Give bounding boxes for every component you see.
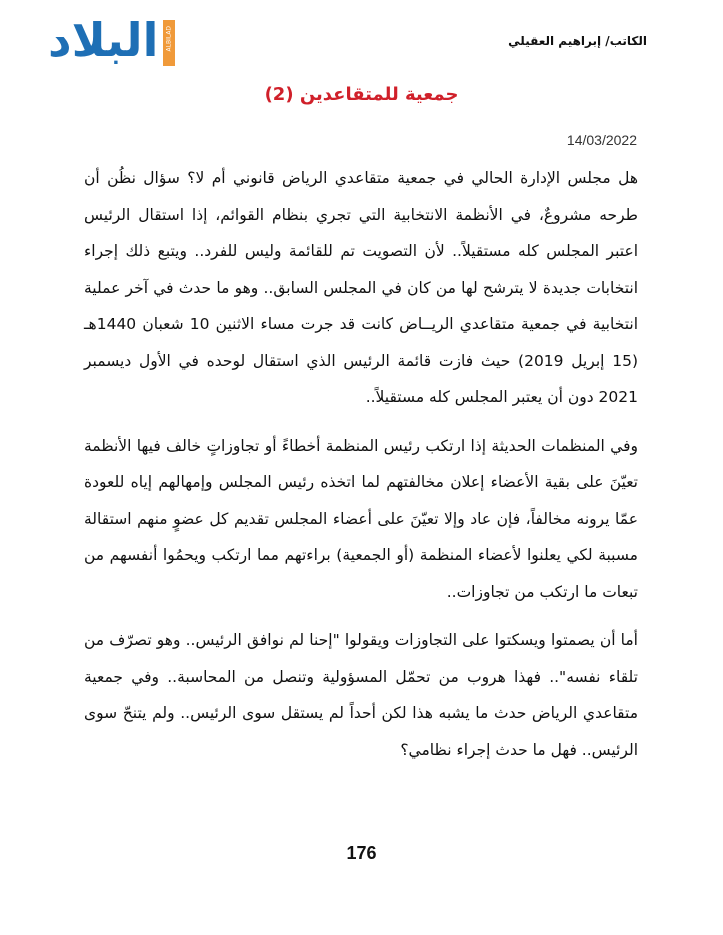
logo-wordmark: البلاد	[48, 13, 159, 67]
article-date: 14/03/2022	[566, 132, 637, 148]
article-body	[84, 160, 638, 780]
paragraph-1: هل مجلس الإدارة الحالي في جمعية متقاعدي الرياض قانوني أم لا؟ سؤال نظُن أن طرحه مشروعٌ، في الأنظمة الانتخابية التي تجري بنظام القوائم، إذا استقال الرئيس اعتبر المجلس كله مستقيلاً.. لأن التصويت تم للقائمة وليس للفرد.. ويتبع ذلك إجراء انتخابات جديدة لا يترشح لها من كان في المجلس السابق.. وهو ما حدث في آخر عملية انتخابية في جمعية متقاعدي الريــاض كانت قد جرت مساء الاثنين 10 شعبان 1440هـ (15 إبريل 2019) حيث فازت قائمة الرئيس الذي استقال لوحده في الأول ديسمبر 2021 دون أن يعتبر المجلس كله مستقيلاً..	[84, 169, 639, 406]
page-number: 176	[346, 843, 377, 863]
albilad-logo	[48, 13, 178, 72]
logo-subtext: ALBILAD	[165, 25, 173, 52]
page-header	[0, 14, 723, 74]
paragraph-3: أما أن يصمتوا ويسكتوا على التجاوزات ويقولوا "إحنا لم نوافق الرئيس.. وهو تصرّف من تلقاء نفسه".. فهذا هروب من تحمّل المسؤولية وتنصل من المحاسبة.. وفي جمعية متقاعدي الرياض حدث ما يشبه هذا لكن أحداً لم يستقل سوى الرئيس.. ولم يتنحّ سوى الرئيس.. فهل ما حدث إجراء نظامي؟	[84, 631, 638, 759]
article-title: جمعية للمتقاعدين (2)	[264, 84, 459, 105]
author-name: الكاتب/ إبراهيم العقيلي	[508, 34, 647, 48]
paragraph-2: وفي المنظمات الحديثة إذا ارتكب رئيس المنظمة أخطاءً أو تجاوزاتٍ خالف فيها الأنظمة تعيّنَ على بقية الأعضاء إعلان مخالفتهم لما اتخذه رئيس المجلس وإمهالهم إياه للعودة عمّا يرونه مخالفاً، فإن عاد وإلا تعيّنَ على أعضاء المجلس تقديم كل عضوٍ منهم استقالة مسببة لكي يعلنوا لأعضاء المنظمة (أو الجمعية) براءتهم مما ارتكب ويحمُوا أنفسهم من تبعات ما ارتكب من تجاوزات..	[84, 436, 638, 601]
